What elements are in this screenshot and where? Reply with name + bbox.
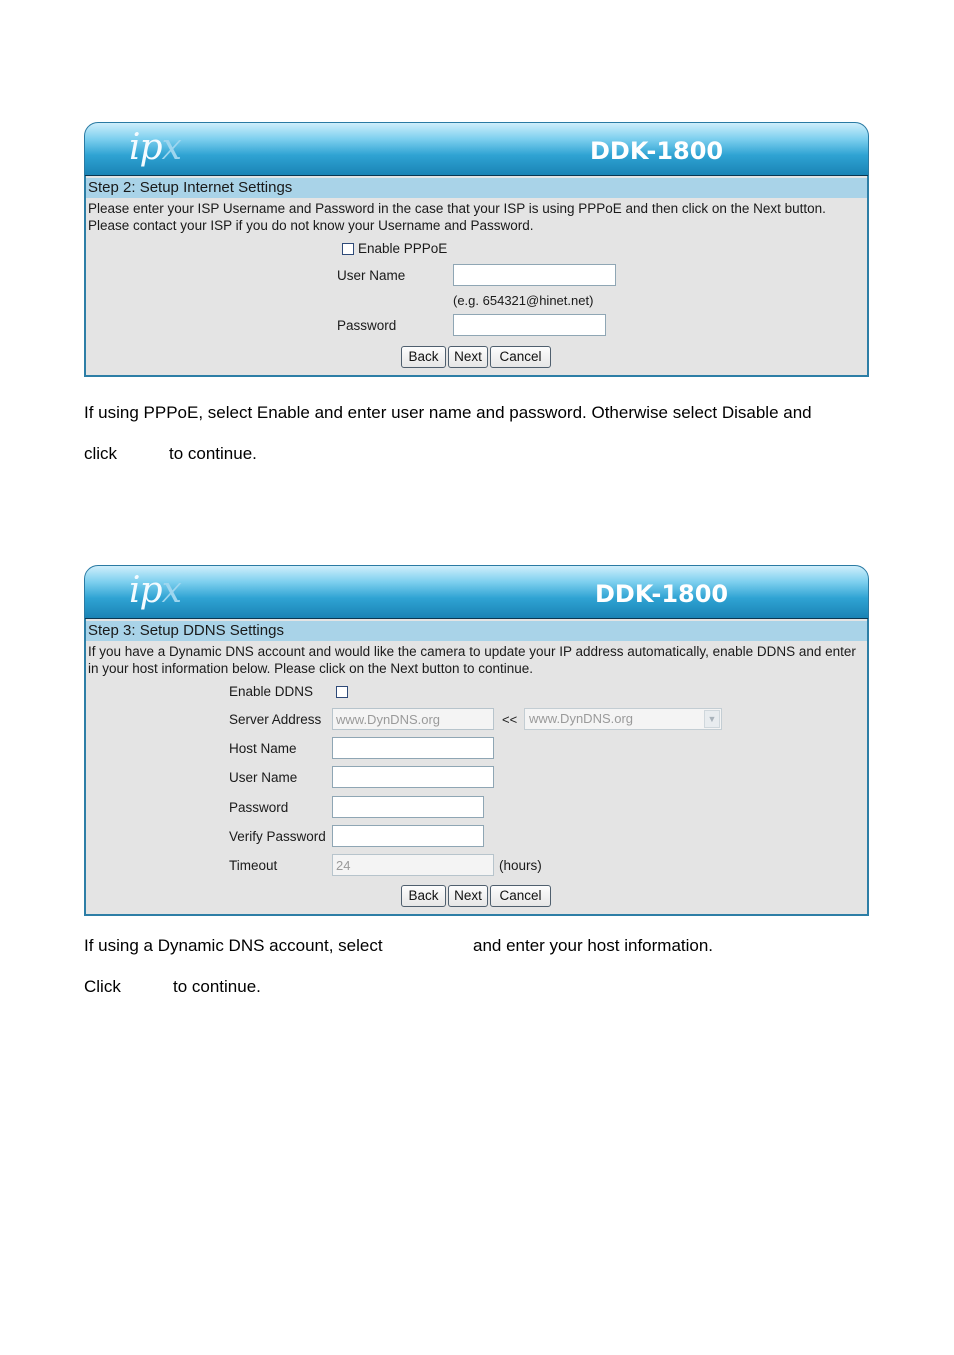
step-description: If you have a Dynamic DNS account and would like the camera to update your IP address automatically, enable DDNS and enter in your host information below. Please click on the Next button to continue. <box>88 644 856 676</box>
server-arrow: << <box>502 712 518 727</box>
step-title: Step 2: Setup Internet Settings <box>86 178 867 198</box>
timeout-label: Timeout <box>229 858 278 873</box>
instruction-line: If using PPPoE, select Enable and enter user name and password. Otherwise select Disable and <box>84 403 812 422</box>
password-input[interactable] <box>332 796 484 818</box>
panel2-header <box>84 565 869 619</box>
back-button[interactable]: Back <box>401 346 446 368</box>
cancel-button[interactable]: Cancel <box>490 885 551 907</box>
username-hint: (e.g. 654321@hinet.net) <box>453 293 594 308</box>
panel1-header <box>84 122 869 176</box>
timeout-input[interactable] <box>332 854 494 876</box>
step3-panel <box>84 619 869 916</box>
instruction-continue: to continue. <box>173 977 261 996</box>
step-title: Step 3: Setup DDNS Settings <box>86 621 867 641</box>
password-label: Password <box>337 318 397 333</box>
username-label: User Name <box>337 268 406 283</box>
host-name-input[interactable] <box>332 737 494 759</box>
instruction-click: click <box>84 444 118 463</box>
next-button[interactable]: Next <box>448 346 488 368</box>
cancel-button[interactable]: Cancel <box>490 346 551 368</box>
step-description: Please enter your ISP Username and Password in the case that your ISP is using PPPoE and then click on the Next button. Please contact your ISP if you do not know your Username and Password. <box>88 201 826 233</box>
server-address-input[interactable] <box>332 708 494 730</box>
host-name-label: Host Name <box>229 741 297 756</box>
server-address-label: Server Address <box>229 712 322 727</box>
chevron-down-icon: ▼ <box>704 710 720 728</box>
instruction-line-post: and enter your host information. <box>473 936 714 955</box>
instruction-click: Click <box>84 977 121 996</box>
server-address-select[interactable]: www.DynDNS.org ▼ <box>524 708 722 730</box>
enable-pppoe-checkbox[interactable] <box>342 243 354 255</box>
enable-ddns-label: Enable DDNS <box>229 684 314 699</box>
ipx-logo: ipx <box>129 127 181 168</box>
instruction-continue: to continue. <box>169 444 257 463</box>
username-input[interactable] <box>453 264 616 286</box>
enable-ddns-checkbox[interactable] <box>336 686 348 698</box>
user-name-label: User Name <box>229 770 298 785</box>
model-name: DDK-1800 <box>595 580 729 608</box>
verify-password-input[interactable] <box>332 825 484 847</box>
model-name: DDK-1800 <box>590 137 724 165</box>
back-button[interactable]: Back <box>401 885 446 907</box>
ipx-logo: ipx <box>129 570 181 611</box>
timeout-unit: (hours) <box>499 858 542 873</box>
enable-pppoe-label: Enable PPPoE <box>358 241 448 256</box>
user-name-input[interactable] <box>332 766 494 788</box>
password-label: Password <box>229 800 289 815</box>
password-input[interactable] <box>453 314 606 336</box>
instruction-line: If using a Dynamic DNS account, select <box>84 936 383 955</box>
verify-password-label: Verify Password <box>229 829 326 844</box>
next-button[interactable]: Next <box>448 885 488 907</box>
step2-panel <box>84 176 869 377</box>
